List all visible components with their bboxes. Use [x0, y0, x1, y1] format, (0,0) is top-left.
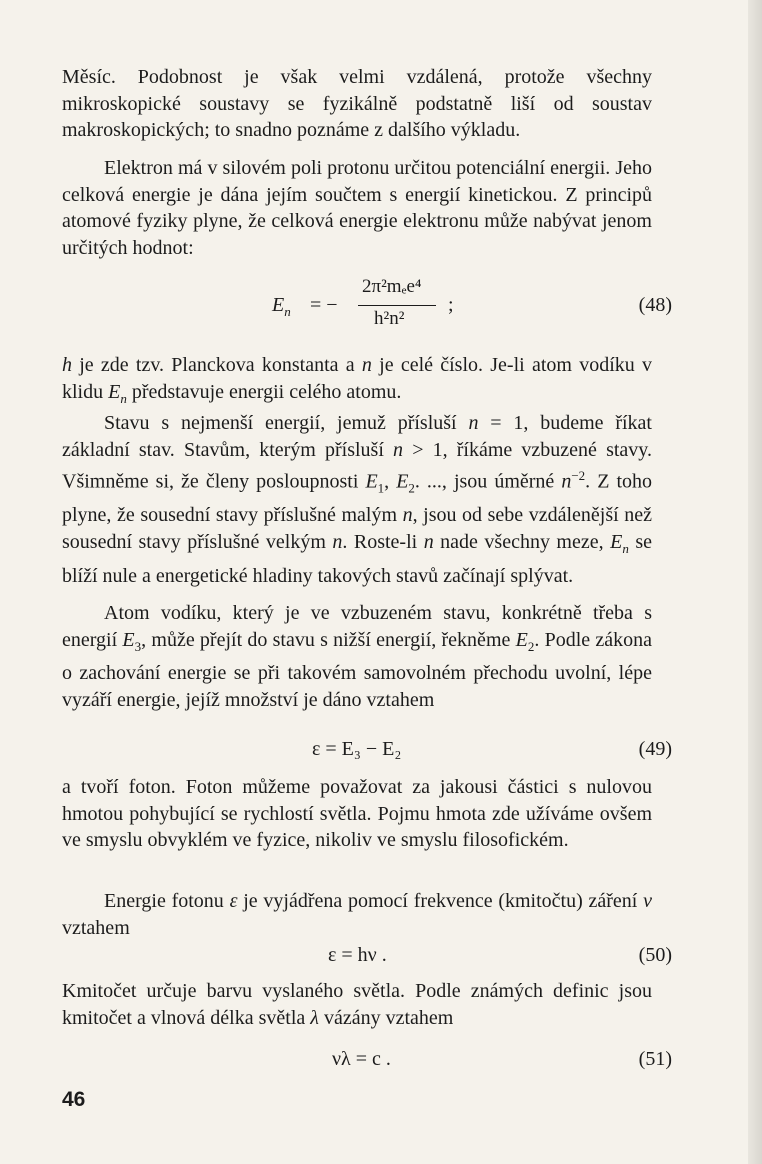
paragraph-4: Stavu s nejmenší energií, jemuž přísluší n = 1, budeme říkat základní stav. Stavům, kterým přísluší n > 1, říkáme vzbuzené stavy. Všimněme si, že členy posloupnosti $E_1$, $E_2$. ..., jsou úměrné $n^{-2}$. Z toho plyne, že sousední stavy příslušné malým n, jsou od sebe vzdálenější než sousední stavy příslušné velkým n. Roste-li n nade všechny meze, $E_n$ se blíží nule a energetické hladiny takových stavů začínají splývat.	[62, 412, 653, 587]
paragraph-7: Energie fotonu ε je vyjádřena pomocí frekvence (kmitočtu) záření ν vztahem	[62, 890, 653, 939]
eq51-expression: νλ = c .	[332, 1048, 391, 1070]
eq48-numerator: 2π²mₑe⁴	[362, 276, 422, 297]
equation-50	[62, 944, 672, 974]
equation-51	[62, 1048, 672, 1078]
paragraph-6: a tvoří foton. Foton můžeme považovat za jakousi částici s nulovou hmotou pohybující se rychlostí světla. Pojmu hmota zde užíváme ovšem ve smyslu obvyklém ve fyzice, nikoliv ve smyslu filosofickém.	[62, 776, 652, 852]
eq49-number: (49)	[638, 738, 672, 760]
paragraph-8: Kmitočet určuje barvu vyslaného světla. Podle známých definic jsou kmitočet a vlnová délka světla λ vázány vztahem	[62, 980, 652, 1029]
eq48-number: (48)	[638, 294, 672, 316]
eq50-expression: ε = hν .	[328, 944, 387, 966]
eq49-expression: ε = E₃ − E₂	[312, 738, 402, 760]
paragraph-2: Elektron má v silovém poli protonu určitou potenciální energii. Jeho celková energie je dána jejím součtem s energií kinetickou. Z principů atomové fyziky plyne, že celková energie elektronu může nabývat jenom určitých hodnot:	[62, 157, 652, 259]
page-number: 46	[62, 1088, 86, 1111]
paragraph-3: h je zde tzv. Planckova konstanta a n je celé číslo. Je-li atom vodíku v klidu $E_n$ představuje energii celého atomu.	[62, 354, 652, 406]
eq48-fraction-bar	[358, 305, 436, 306]
equation-48	[62, 276, 672, 336]
eq48-semicolon: ;	[448, 294, 454, 316]
eq48-denominator: h²n²	[374, 308, 405, 329]
page-edge	[748, 0, 762, 1164]
eq48-lhs: $E_n$	[272, 294, 291, 319]
eq50-number: (50)	[638, 944, 672, 966]
paragraph-1: Měsíc. Podobnost je však velmi vzdálená, protože všechny mikroskopické soustavy se fyzikálně podstatně liší od soustav makroskopických; to snadno poznáme z dalšího výkladu.	[62, 66, 652, 142]
eq48-equals-minus: = −	[310, 294, 338, 316]
equation-49	[62, 738, 672, 768]
paragraph-5: Atom vodíku, který je ve vzbuzeném stavu, konkrétně třeba s energií $E_3$, může přejít do stavu s nižší energií, řekněme $E_2$. Podle zákona o zachování energie se při takovém samovolném přechodu uvolní, lépe vyzáří energie, jejíž množství je dáno vztahem	[62, 602, 653, 711]
eq51-number: (51)	[638, 1048, 672, 1070]
